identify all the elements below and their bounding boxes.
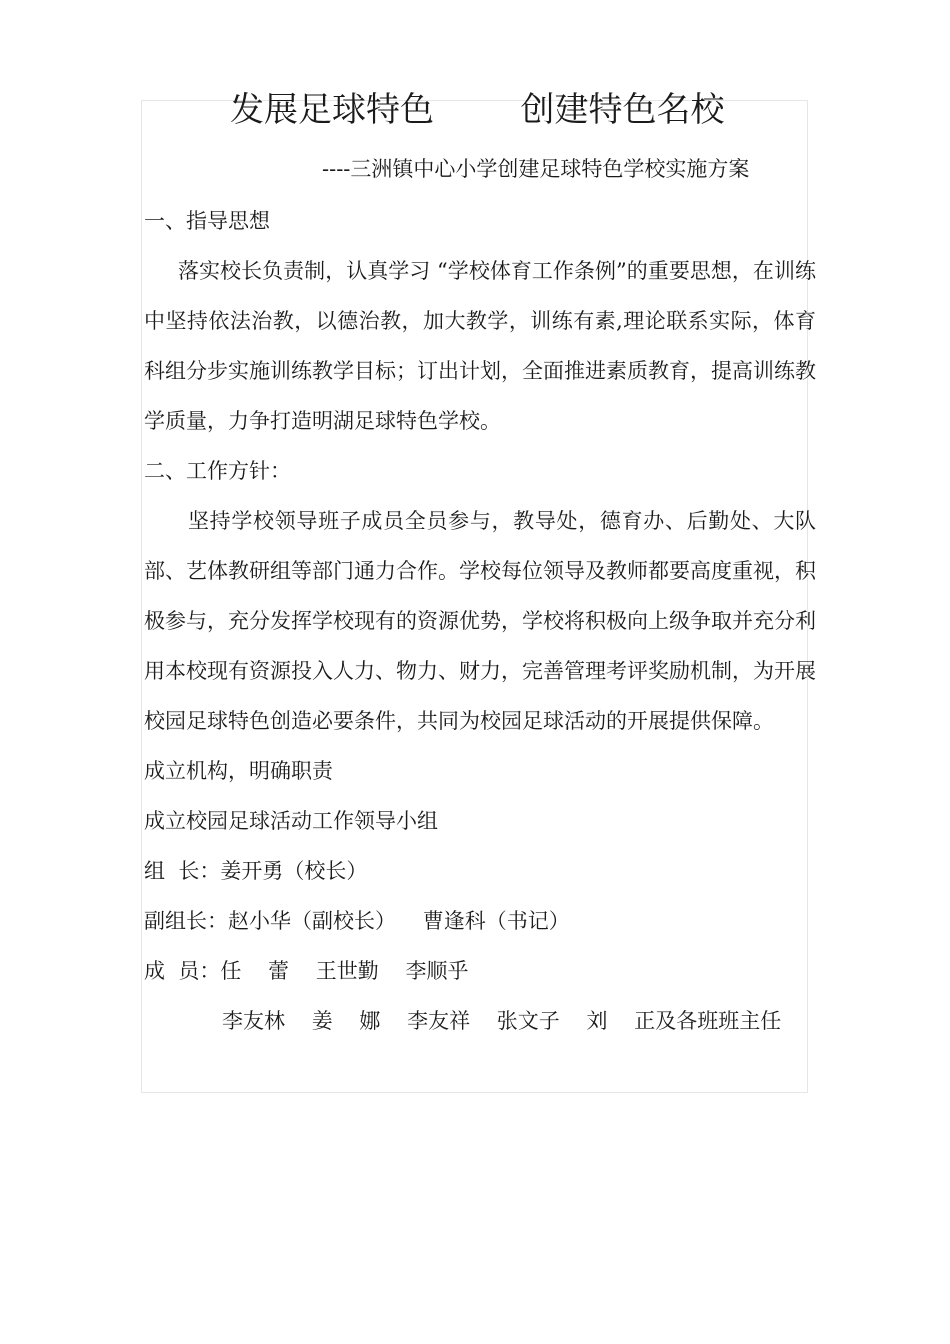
document-body	[144, 86, 824, 1046]
deputy-leaders: 副组长：赵小华（副校长） 曹逢科（书记）	[144, 909, 570, 933]
section-heading-guiding-ideology: 一、指导思想	[144, 209, 270, 233]
paragraph-guiding-ideology: 落实校长负责制，认真学习 “学校体育工作条例”的重要思想，在训练中坚持依法治教，以德治教，加大教学，训练有素,理论联系实际，体育科组分步实施训练教学目标；订出计划，全面推进素质教育，提高训练教学质量，力争打造明湖足球特色学校。	[144, 259, 816, 433]
section-heading-work-policy: 二、工作方针：	[144, 459, 291, 483]
section-heading-organization: 成立机构，明确职责	[144, 759, 333, 783]
document-title: 发展足球特色 创建特色名校	[230, 90, 725, 130]
group-leader: 组 长：姜开勇（校长）	[144, 859, 368, 883]
members-line-1: 成 员：任 蕾 王世勤 李顺乎	[144, 959, 469, 983]
members-line-2: 李友林 姜 娜 李友祥 张文子 刘 正及各班班主任	[222, 1009, 782, 1033]
paragraph-work-policy: 坚持学校领导班子成员全员参与，教导处，德育办、后勤处、大队部、艺体教研组等部门通力合作。学校每位领导及教师都要高度重视，积极参与，充分发挥学校现有的资源优势，学校将积极向上级争取并充分利用本校现有资源投入人力、物力、财力，完善管理考评奖励机制，为开展校园足球特色创造必要条件，共同为校园足球活动的开展提供保障。	[144, 509, 816, 733]
leadership-group-title: 成立校园足球活动工作领导小组	[144, 809, 438, 833]
document-subtitle: ----三洲镇中心小学创建足球特色学校实施方案	[322, 157, 750, 181]
